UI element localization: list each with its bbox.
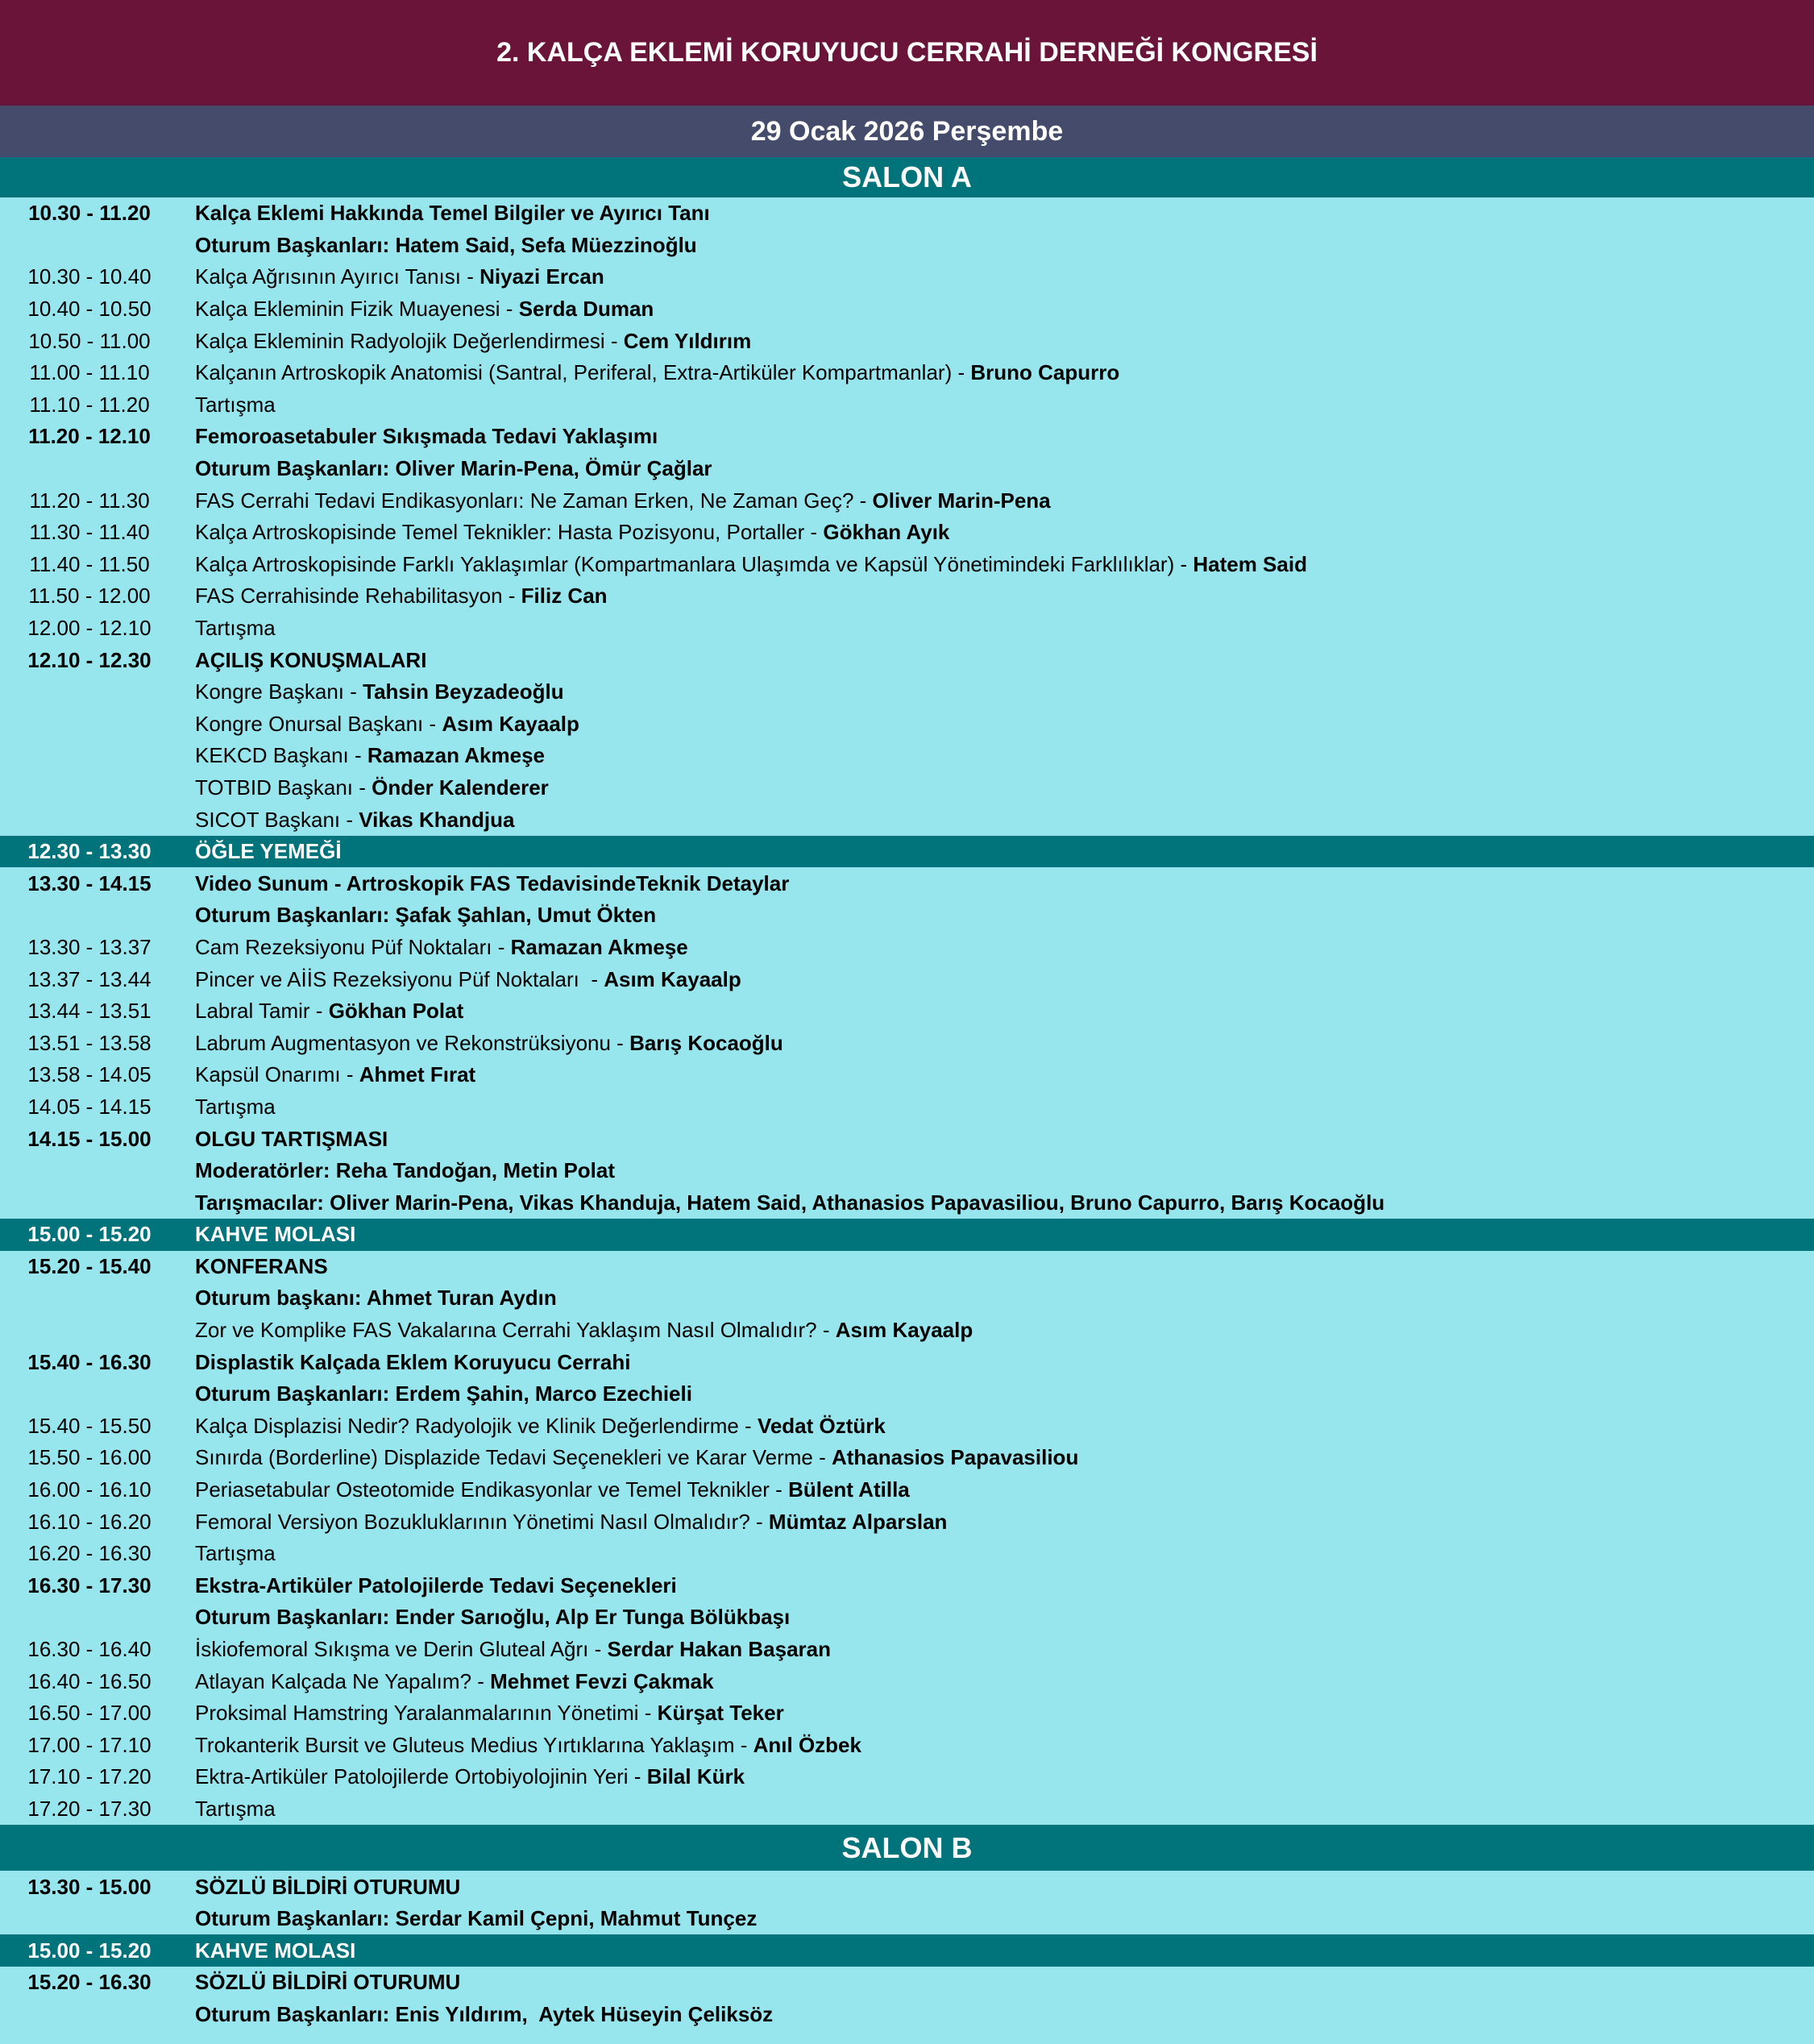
congress-title: 2. KALÇA EKLEMİ KORUYUCU CERRAHİ DERNEĞİ KONGRESİ bbox=[0, 0, 1814, 106]
program-item bbox=[172, 1541, 1814, 1566]
session-row bbox=[0, 1155, 1814, 1187]
program-item bbox=[172, 1414, 1814, 1439]
item-title: KAHVE MOLASI bbox=[195, 1938, 356, 1963]
time-slot: 15.00 - 15.20 bbox=[27, 1938, 152, 1963]
program-item bbox=[172, 1031, 1814, 1056]
talk-row bbox=[0, 1091, 1814, 1124]
item-title: ÖĞLE YEMEĞİ bbox=[195, 839, 342, 864]
item-title: Tarışmacılar: Oliver Marin-Pena, Vikas Khanduja, Hatem Said, Athanasios Papavasiliou, Bruno Capurro, Barış Kocaoğlu bbox=[195, 1190, 1385, 1215]
talk-row bbox=[0, 740, 1814, 772]
item-title: Kapsül Onarımı - bbox=[195, 1062, 359, 1087]
program-item bbox=[172, 1095, 1814, 1120]
time-slot: 10.30 - 11.20 bbox=[28, 201, 151, 226]
item-title: Displastik Kalçada Eklem Koruyucu Cerrahi bbox=[195, 1349, 631, 1374]
program-item bbox=[172, 808, 1814, 833]
time-slot: 15.40 - 16.30 bbox=[27, 1349, 152, 1374]
time-slot: 13.30 - 13.37 bbox=[27, 934, 152, 959]
program-item bbox=[172, 679, 1814, 704]
time-slot: 15.40 - 15.50 bbox=[27, 1413, 152, 1438]
item-title: Femoroasetabuler Sıkışmada Tedavi Yaklaşımı bbox=[195, 424, 658, 449]
talk-row bbox=[0, 293, 1814, 326]
speaker-name: Anıl Özbek bbox=[753, 1732, 861, 1757]
item-title: Oturum Başkanları: Erdem Şahin, Marco Ezechieli bbox=[195, 1381, 692, 1406]
time-slot: 16.00 - 16.10 bbox=[27, 1477, 152, 1502]
program-item bbox=[172, 1350, 1814, 1375]
time-slot: 10.30 - 10.40 bbox=[27, 264, 152, 289]
item-title: KEKCD Başkanı - bbox=[195, 743, 367, 768]
talk-row bbox=[0, 963, 1814, 995]
speaker-name: Tahsin Beyzadeoğlu bbox=[363, 679, 564, 704]
program-item bbox=[172, 1381, 1814, 1406]
item-title: AÇILIŞ KONUŞMALARI bbox=[195, 647, 427, 672]
program-item bbox=[172, 1970, 1814, 1995]
program-item bbox=[172, 329, 1814, 354]
program-item bbox=[172, 935, 1814, 960]
session-row bbox=[0, 1123, 1814, 1155]
program-item bbox=[172, 1510, 1814, 1535]
time-slot: 10.40 - 10.50 bbox=[27, 297, 152, 322]
item-title: Tartışma bbox=[195, 616, 276, 641]
item-title: Oturum Başkanları: Enis Yıldırım, Aytek Hüseyin Çeliksöz bbox=[195, 2001, 774, 2026]
speaker-name: Oliver Marin-Pena bbox=[872, 488, 1051, 513]
speaker-name: Bülent Atilla bbox=[788, 1477, 910, 1502]
item-title: Tartışma bbox=[195, 1541, 276, 1566]
item-title: Kalça Ekleminin Radyolojik Değerlendirmesi - bbox=[195, 328, 624, 353]
speaker-name: Asım Kayaalp bbox=[442, 711, 579, 736]
item-title: İskiofemoral Sıkışma ve Derin Gluteal Ağrı - bbox=[195, 1637, 608, 1662]
talk-row bbox=[0, 932, 1814, 964]
item-title: Kongre Onursal Başkanı - bbox=[195, 711, 442, 736]
talk-row bbox=[0, 995, 1814, 1028]
time-slot: 11.00 - 11.10 bbox=[29, 360, 150, 385]
item-title: Trokanterik Bursit ve Gluteus Medius Yırtıklarına Yaklaşım - bbox=[195, 1732, 753, 1757]
time-slot: 16.50 - 17.00 bbox=[27, 1701, 152, 1726]
speaker-name: Ahmet Fırat bbox=[359, 1062, 476, 1087]
speaker-name: Asım Kayaalp bbox=[835, 1318, 973, 1343]
time-slot: 13.58 - 14.05 bbox=[27, 1062, 152, 1087]
speaker-name: Ramazan Akmeşe bbox=[367, 743, 546, 768]
program-item bbox=[172, 552, 1814, 577]
session-row bbox=[0, 1251, 1814, 1283]
program-date: 29 Ocak 2026 Perşembe bbox=[0, 106, 1814, 157]
program-item bbox=[172, 1938, 1814, 1963]
speaker-name: Ramazan Akmeşe bbox=[510, 934, 688, 959]
talk-row bbox=[0, 261, 1814, 293]
time-slot: 11.20 - 11.30 bbox=[29, 488, 150, 513]
speaker-name: Asım Kayaalp bbox=[604, 966, 741, 991]
program-item bbox=[172, 488, 1814, 513]
program-item bbox=[172, 1190, 1814, 1215]
program-item bbox=[172, 1286, 1814, 1311]
program-item bbox=[172, 1797, 1814, 1822]
talk-row bbox=[0, 1506, 1814, 1538]
program-item bbox=[172, 424, 1814, 449]
time-slot: 16.20 - 16.30 bbox=[27, 1541, 152, 1566]
item-title: Moderatörler: Reha Tandoğan, Metin Polat bbox=[195, 1158, 616, 1183]
session-row bbox=[0, 1346, 1814, 1378]
time-slot: 12.10 - 12.30 bbox=[27, 647, 152, 672]
item-title: KONFERANS bbox=[195, 1253, 328, 1278]
item-title: Periasetabular Osteotomide Endikasyonlar ve Temel Teknikler - bbox=[195, 1477, 789, 1502]
speaker-name: Mehmet Fevzi Çakmak bbox=[490, 1668, 714, 1693]
session-row bbox=[0, 197, 1814, 230]
program-item bbox=[172, 360, 1814, 385]
program-item bbox=[172, 1875, 1814, 1900]
time-slot: 16.40 - 16.50 bbox=[27, 1668, 152, 1693]
program-item bbox=[172, 201, 1814, 226]
speaker-name: Barış Kocaoğlu bbox=[629, 1030, 783, 1055]
talk-row bbox=[0, 708, 1814, 741]
talk-row bbox=[0, 1665, 1814, 1697]
time-slot: 15.50 - 16.00 bbox=[27, 1445, 152, 1470]
talk-row bbox=[0, 1059, 1814, 1091]
speaker-name: Niyazi Ercan bbox=[479, 264, 604, 289]
talk-row bbox=[0, 1027, 1814, 1059]
session-row bbox=[0, 867, 1814, 899]
item-title: Tartışma bbox=[195, 392, 276, 417]
program-item bbox=[172, 264, 1814, 289]
speaker-name: Kürşat Teker bbox=[657, 1701, 784, 1726]
program-item bbox=[172, 1445, 1814, 1470]
program-item bbox=[172, 1764, 1814, 1789]
item-title: Femoral Versiyon Bozukluklarının Yönetimi Nasıl Olmalıdır? - bbox=[195, 1509, 769, 1534]
item-title: Tartışma bbox=[195, 1796, 276, 1821]
speaker-name: Hatem Said bbox=[1193, 551, 1307, 576]
item-title: OLGU TARTIŞMASI bbox=[195, 1126, 388, 1151]
salon-b-table bbox=[0, 1871, 1814, 2030]
program-item bbox=[172, 233, 1814, 258]
talk-row bbox=[0, 1410, 1814, 1443]
program-item bbox=[172, 1669, 1814, 1694]
time-slot: 13.37 - 13.44 bbox=[27, 966, 152, 991]
program-item bbox=[172, 393, 1814, 418]
time-slot: 14.15 - 15.00 bbox=[27, 1126, 152, 1151]
talk-row bbox=[0, 1442, 1814, 1474]
item-title: Labrum Augmentasyon ve Rekonstrüksiyonu - bbox=[195, 1030, 630, 1055]
item-title: Cam Rezeksiyonu Püf Noktaları - bbox=[195, 934, 511, 959]
talk-row bbox=[0, 1634, 1814, 1666]
item-title: Kalça Ağrısının Ayırıcı Tanısı - bbox=[195, 264, 480, 289]
time-slot: 15.20 - 16.30 bbox=[27, 1970, 152, 1995]
talk-row bbox=[0, 1697, 1814, 1730]
item-title: Pincer ve AİİS Rezeksiyonu Püf Noktaları - bbox=[195, 966, 604, 991]
speaker-name: Filiz Can bbox=[521, 584, 608, 609]
talk-row bbox=[0, 389, 1814, 422]
break-row bbox=[0, 836, 1814, 868]
time-slot: 11.50 - 12.00 bbox=[28, 584, 151, 609]
speaker-name: Bilal Kürk bbox=[646, 1764, 745, 1789]
session-row bbox=[0, 644, 1814, 676]
time-slot: 14.05 - 14.15 bbox=[27, 1094, 152, 1119]
talk-row bbox=[0, 1793, 1814, 1826]
item-title: Atlayan Kalçada Ne Yapalım? - bbox=[195, 1668, 491, 1693]
program-item bbox=[172, 584, 1814, 609]
time-slot: 17.10 - 17.20 bbox=[27, 1764, 152, 1789]
time-slot: 17.20 - 17.30 bbox=[27, 1796, 152, 1821]
item-title: TOTBID Başkanı - bbox=[195, 775, 372, 800]
program-item bbox=[172, 1573, 1814, 1598]
salon-a-table bbox=[0, 197, 1814, 1825]
talk-row bbox=[0, 1730, 1814, 1762]
program-item bbox=[172, 1062, 1814, 1087]
time-slot: 11.30 - 11.40 bbox=[29, 520, 150, 545]
time-slot: 17.00 - 17.10 bbox=[27, 1732, 152, 1757]
program-item bbox=[172, 648, 1814, 673]
program-item bbox=[172, 2002, 1814, 2027]
program-item bbox=[172, 1733, 1814, 1758]
speaker-name: Bruno Capurro bbox=[970, 360, 1120, 385]
talk-row bbox=[0, 613, 1814, 645]
item-title: Video Sunum - Artroskopik FAS TedavisindeTeknik Detaylar bbox=[195, 870, 790, 895]
talk-row bbox=[0, 1538, 1814, 1570]
session-row bbox=[0, 899, 1814, 932]
session-row bbox=[0, 1967, 1814, 1999]
speaker-name: Serdar Hakan Başaran bbox=[607, 1637, 831, 1662]
session-row bbox=[0, 230, 1814, 262]
program-item bbox=[172, 839, 1814, 864]
item-title: Kalça Artroskopisinde Farklı Yaklaşımlar (Kompartmanlara Ulaşımda ve Kapsül Yönetimindeki Farklılıklar) - bbox=[195, 551, 1193, 576]
speaker-name: Gökhan Ayık bbox=[823, 520, 950, 545]
item-title: Sınırda (Borderline) Displazide Tedavi Seçenekleri ve Karar Verme - bbox=[195, 1445, 832, 1470]
item-title: Kongre Başkanı - bbox=[195, 679, 363, 704]
program-item bbox=[172, 999, 1814, 1024]
item-title: Oturum başkanı: Ahmet Turan Aydın bbox=[195, 1286, 557, 1311]
talk-row bbox=[0, 517, 1814, 549]
talk-row bbox=[0, 1761, 1814, 1793]
item-title: Labral Tamir - bbox=[195, 999, 329, 1024]
speaker-name: Cem Yıldırım bbox=[623, 328, 752, 353]
program-item bbox=[172, 1906, 1814, 1931]
time-slot: 11.40 - 11.50 bbox=[29, 551, 150, 576]
session-row bbox=[0, 1602, 1814, 1634]
item-title: SÖZLÜ BİLDİRİ OTURUMU bbox=[195, 1874, 461, 1899]
program-item bbox=[172, 775, 1814, 800]
item-title: Kalça Eklemi Hakkında Temel Bilgiler ve Ayırıcı Tanı bbox=[195, 201, 710, 226]
session-row bbox=[0, 1999, 1814, 2031]
session-row bbox=[0, 1186, 1814, 1219]
time-slot: 11.10 - 11.20 bbox=[29, 392, 150, 417]
program-item bbox=[172, 903, 1814, 928]
speaker-name: Vikas Khandjua bbox=[359, 807, 515, 832]
program-item bbox=[172, 1158, 1814, 1183]
talk-row bbox=[0, 772, 1814, 804]
time-slot: 12.00 - 12.10 bbox=[27, 616, 152, 641]
program-item bbox=[172, 1605, 1814, 1630]
time-slot: 13.30 - 15.00 bbox=[27, 1874, 152, 1899]
item-title: Kalçanın Artroskopik Anatomisi (Santral, Periferal, Extra-Artiküler Kompartmanlar) - bbox=[195, 360, 971, 385]
item-title: Zor ve Komplike FAS Vakalarına Cerrahi Yaklaşım Nasıl Olmalıdır? - bbox=[195, 1318, 836, 1343]
item-title: Oturum Başkanları: Serdar Kamil Çepni, Mahmut Tunçez bbox=[195, 1906, 758, 1931]
session-row bbox=[0, 421, 1814, 453]
speaker-name: Mümtaz Alparslan bbox=[768, 1509, 948, 1534]
item-title: Kalça Displazisi Nedir? Radyolojik ve Klinik Değerlendirme - bbox=[195, 1413, 758, 1438]
time-slot: 13.44 - 13.51 bbox=[27, 999, 152, 1024]
program-item bbox=[172, 520, 1814, 545]
speaker-name: Önder Kalenderer bbox=[372, 775, 549, 800]
item-title: FAS Cerrahi Tedavi Endikasyonları: Ne Zaman Erken, Ne Zaman Geç? - bbox=[195, 488, 873, 513]
session-row bbox=[0, 1570, 1814, 1602]
speaker-name: Serda Duman bbox=[518, 297, 654, 322]
program-item bbox=[172, 871, 1814, 896]
talk-row bbox=[0, 484, 1814, 517]
item-title: Ekstra-Artiküler Patolojilerde Tedavi Seçenekleri bbox=[195, 1572, 677, 1597]
program-item bbox=[172, 1318, 1814, 1343]
program-item bbox=[172, 616, 1814, 641]
time-slot: 15.00 - 15.20 bbox=[27, 1222, 152, 1247]
program-item bbox=[172, 1701, 1814, 1726]
program-item bbox=[172, 1254, 1814, 1279]
time-slot: 15.20 - 15.40 bbox=[27, 1253, 152, 1278]
program-item bbox=[172, 1637, 1814, 1662]
talk-row bbox=[0, 325, 1814, 357]
item-title: Oturum Başkanları: Ender Sarıoğlu, Alp Er Tunga Bölükbaşı bbox=[195, 1605, 791, 1630]
program-item bbox=[172, 967, 1814, 992]
talk-row bbox=[0, 580, 1814, 613]
break-row bbox=[0, 1934, 1814, 1967]
item-title: Tartışma bbox=[195, 1094, 276, 1119]
item-title: Proksimal Hamstring Yaralanmalarının Yönetimi - bbox=[195, 1701, 658, 1726]
time-slot: 13.51 - 13.58 bbox=[27, 1030, 152, 1055]
item-title: Kalça Artroskopisinde Temel Teknikler: Hasta Pozisyonu, Portaller - bbox=[195, 520, 824, 545]
program-item bbox=[172, 1477, 1814, 1502]
item-title: Oturum Başkanları: Hatem Said, Sefa Müezzinoğlu bbox=[195, 232, 697, 257]
item-title: Oturum Başkanları: Oliver Marin-Pena, Ömür Çağlar bbox=[195, 456, 712, 481]
time-slot: 13.30 - 14.15 bbox=[27, 870, 152, 895]
program-item bbox=[172, 456, 1814, 481]
speaker-name: Gökhan Polat bbox=[328, 999, 464, 1024]
time-slot: 10.50 - 11.00 bbox=[28, 328, 151, 353]
talk-row bbox=[0, 1315, 1814, 1347]
talk-row bbox=[0, 357, 1814, 389]
item-title: Oturum Başkanları: Şafak Şahlan, Umut Ökten bbox=[195, 903, 657, 928]
session-row bbox=[0, 1903, 1814, 1935]
time-slot: 16.30 - 16.40 bbox=[27, 1637, 152, 1662]
item-title: FAS Cerrahisinde Rehabilitasyon - bbox=[195, 584, 521, 609]
session-row bbox=[0, 1282, 1814, 1315]
item-title: Ektra-Artiküler Patolojilerde Ortobiyolojinin Yeri - bbox=[195, 1764, 647, 1789]
talk-row bbox=[0, 676, 1814, 708]
time-slot: 16.30 - 17.30 bbox=[27, 1572, 152, 1597]
salon-b-header: SALON B bbox=[0, 1825, 1814, 1871]
program-item bbox=[172, 297, 1814, 322]
speaker-name: Athanasios Papavasiliou bbox=[832, 1445, 1079, 1470]
break-row bbox=[0, 1219, 1814, 1251]
time-slot: 16.10 - 16.20 bbox=[27, 1509, 152, 1534]
item-title: KAHVE MOLASI bbox=[195, 1222, 356, 1247]
speaker-name: Vedat Öztürk bbox=[757, 1413, 886, 1438]
talk-row bbox=[0, 1474, 1814, 1506]
program-item bbox=[172, 1127, 1814, 1152]
item-title: Kalça Ekleminin Fizik Muayenesi - bbox=[195, 297, 519, 322]
session-row bbox=[0, 1378, 1814, 1410]
time-slot: 11.20 - 12.10 bbox=[28, 424, 151, 449]
session-row bbox=[0, 1871, 1814, 1903]
talk-row bbox=[0, 549, 1814, 581]
program-item bbox=[172, 743, 1814, 768]
program-item bbox=[172, 1222, 1814, 1247]
time-slot: 12.30 - 13.30 bbox=[27, 839, 152, 864]
talk-row bbox=[0, 804, 1814, 836]
salon-a-header: SALON A bbox=[0, 157, 1814, 197]
program-item bbox=[172, 712, 1814, 737]
session-row bbox=[0, 453, 1814, 485]
item-title: SICOT Başkanı - bbox=[195, 807, 359, 832]
item-title: SÖZLÜ BİLDİRİ OTURUMU bbox=[195, 1970, 461, 1995]
